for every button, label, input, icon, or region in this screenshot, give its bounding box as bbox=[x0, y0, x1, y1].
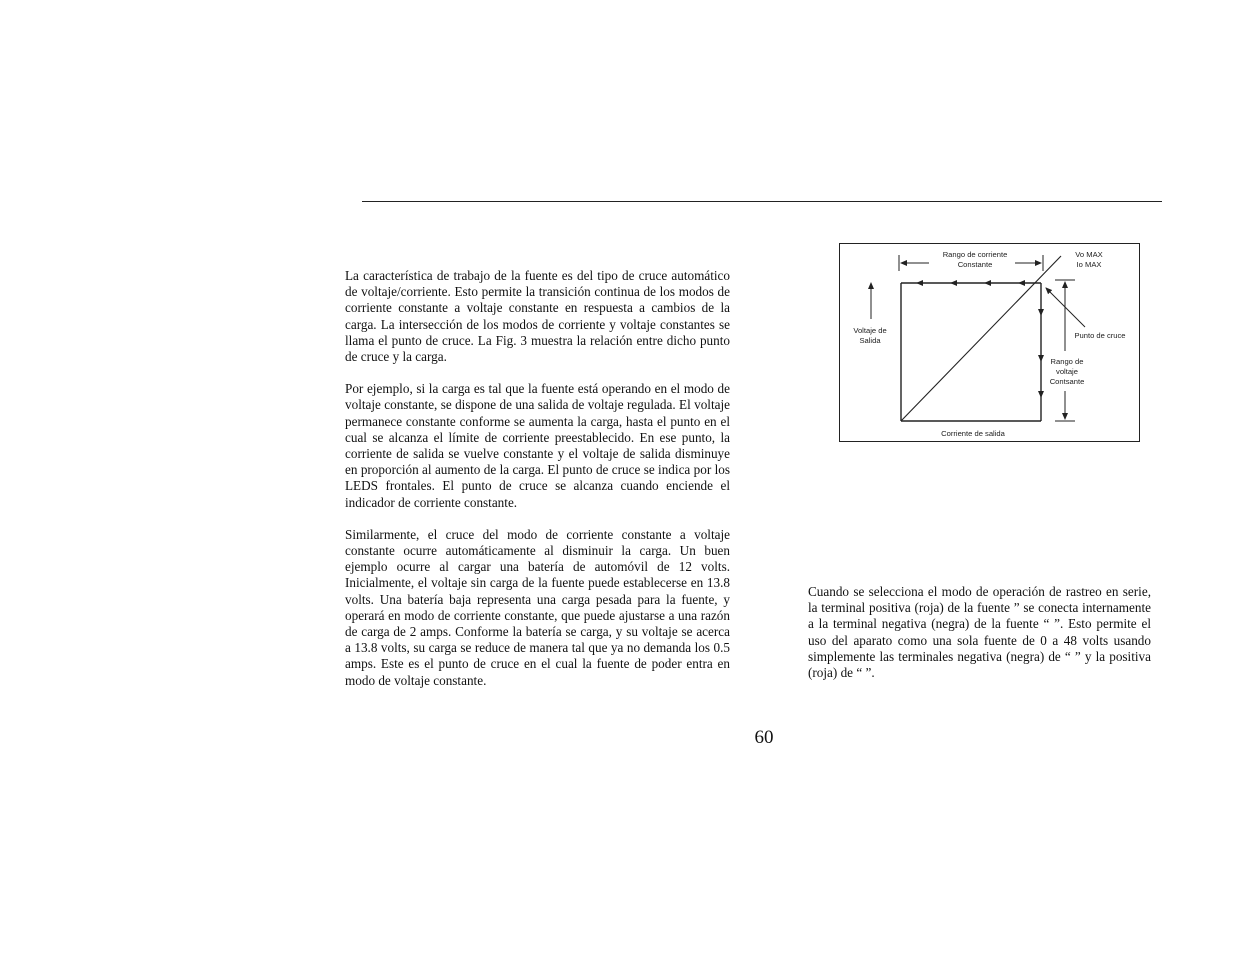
crossover-figure bbox=[839, 243, 1140, 442]
paragraph-crossover-intro: La característica de trabajo de la fuente es del tipo de cruce automático de voltaje/corriente. Esto permite la transición continua de los modos de corriente constante a voltaje constante en respuesta a cambios de la carga. La intersección de los modos de corriente y voltaje constantes se llama el punto de cruce. La Fig. 3 muestra la relación entre dicho punto de cruce y la carga. bbox=[345, 268, 730, 365]
range-voltage-label-line3: Contsante bbox=[1049, 377, 1085, 386]
voltage-label-line1: Voltaje de bbox=[853, 326, 887, 335]
range-voltage-label-line2: voltaje bbox=[1056, 367, 1078, 376]
range-voltage-label-line1: Rango de bbox=[1050, 357, 1084, 366]
paragraph-voltage-mode-example: Por ejemplo, si la carga es tal que la fuente está operando en el modo de voltaje constante, se dispone de una salida de voltaje regulada. El voltaje permanece constante conforme se aumenta la carga, hasta el punto en el cual se alcanza el límite de corriente preestablecido. En ese punto, la corriente de salida se vuelve constante y el voltaje de salida disminuye en proporción al aumento de la carga. El punto de cruce se indica por los LEDS frontales. El punto de cruce se alcanza cuando enciende el indicador de corriente constante. bbox=[345, 381, 730, 510]
paragraph-battery-example: Similarmente, el cruce del modo de corriente constante a voltaje constante ocurre automáticamente al disminuir la carga. Un buen ejemplo ocurre al cargar una batería de automóvil de 12 volts. Inicialmente, el voltaje sin carga de la fuente puede establecerse en 13.8 volts. Una batería baja representa una carga pesada para la fuente, y operará en modo de corriente constante, que puede ajustarse a una razón de carga de 2 amps. Conforme la batería se carga, y su voltaje se acerca a 13.8 volts, su carga se reduce de manera tal que ya no demanda los 0.5 amps. Este es el punto de cruce en el cual la fuente de poder entra en modo de voltaje constante. bbox=[345, 526, 730, 688]
crossover-point-label: Punto de cruce bbox=[1074, 331, 1126, 340]
io-max-label: Io MAX bbox=[1076, 260, 1102, 269]
range-current-label-line1: Rango de corriente bbox=[942, 250, 1008, 259]
right-column bbox=[808, 584, 1151, 681]
header-rule bbox=[362, 201, 1162, 202]
left-column bbox=[345, 268, 730, 689]
vo-max-label: Vo MAX bbox=[1075, 250, 1103, 259]
figure-frame bbox=[840, 244, 1140, 442]
page-number: 60 bbox=[754, 727, 774, 748]
paragraph-series-tracking: Cuando se selecciona el modo de operación de rastreo en serie, la terminal positiva (roja) de la fuente ” se conecta internamente a la terminal negativa (negra) de la fuente “ ”. Esto permite el uso del aparato como una sola fuente de 0 a 48 volts usando simplemente las terminales negativa (negra) de “ ” y la positiva (roja) de “ ”. bbox=[808, 584, 1151, 681]
current-output-label: Corriente de salida bbox=[941, 429, 1005, 438]
crossover-diagram bbox=[839, 243, 1140, 442]
voltage-label-line2: Salida bbox=[859, 336, 881, 345]
range-current-label-line2: Constante bbox=[957, 260, 993, 269]
